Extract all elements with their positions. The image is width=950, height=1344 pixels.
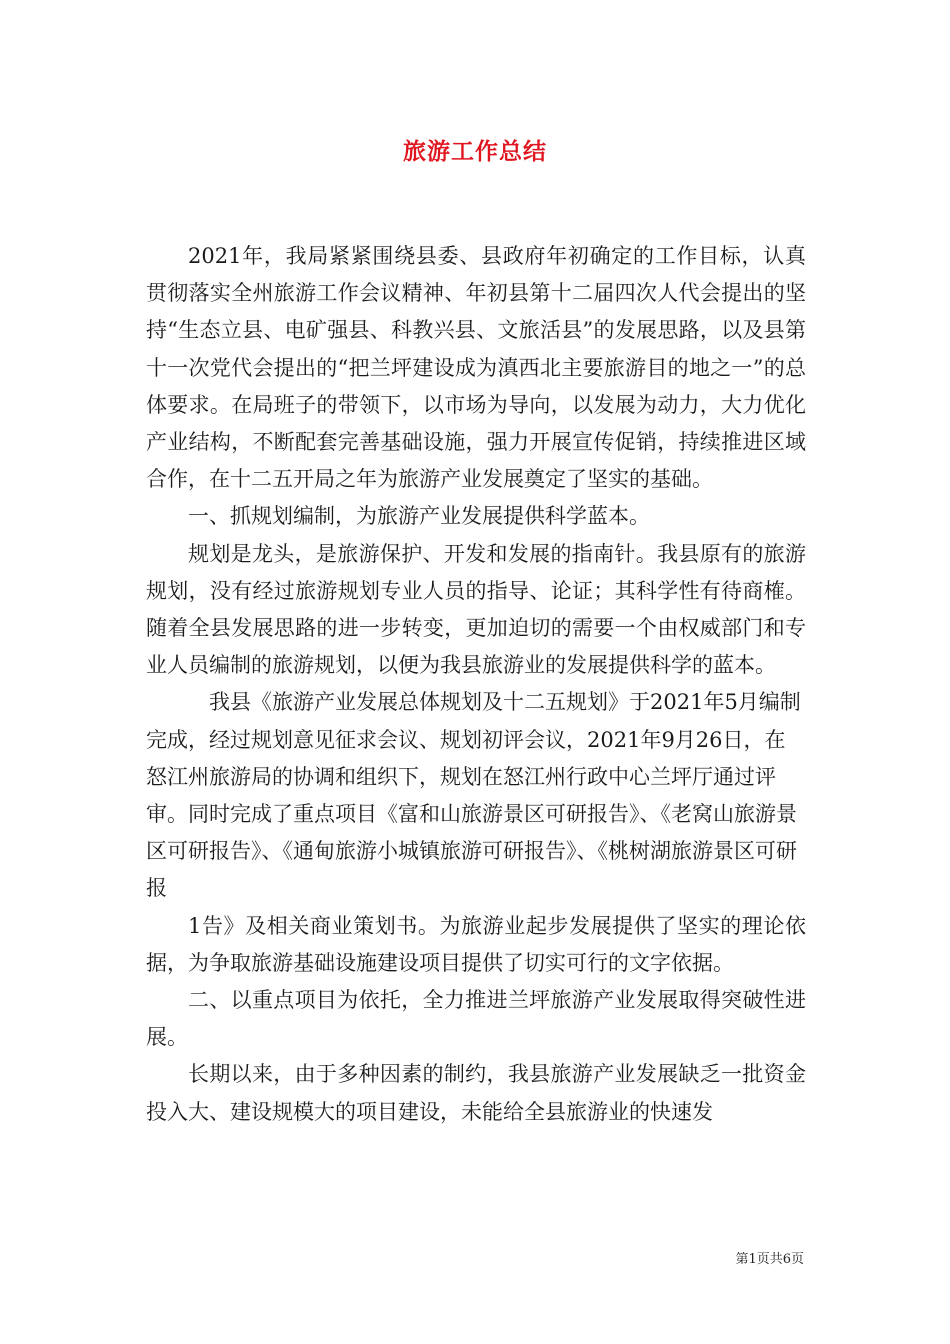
document-title: 旅游工作总结	[403, 138, 547, 165]
page-number: 第1页共6页	[735, 1252, 804, 1267]
paragraph-plan-continued: 1告》及相关商业策划书。为旅游业起步发展提供了坚实的理论依据，为争取旅游基础设施建设项目提供了切实可行的文字依据。	[146, 913, 806, 975]
section-heading-1: 一、抓规划编制，为旅游产业发展提供科学蓝本。	[188, 504, 650, 529]
paragraph-planning: 规划是龙头，是旅游保护、开发和发展的指南针。我县原有的旅游规划，没有经过旅游规划专业人员的指导、论证；其科学性有待商榷。随着全县发展思路的进一步转变，更加迫切的需要一个由权威部门和专业人员编制的旅游规划，以便为我县旅游业的发展提供科学的蓝本。	[146, 541, 806, 678]
paragraph-plan-details: 我县《旅游产业发展总体规划及十二五规划》于2021年5月编制完成，经过规划意见征求会议、规划初评会议，2021年9月26日，在怒江州旅游局的协调和组织下，规划在怒江州行政中心兰坪厅通过评审。同时完成了重点项目《富和山旅游景区可研报告》、《老窝山旅游景区可研报告》、《通甸旅游小城镇旅游可研报告》、《桃树湖旅游景区可研报	[146, 690, 801, 901]
document-body	[146, 238, 806, 1131]
section-heading-2: 二、以重点项目为依托，全力推进兰坪旅游产业发展取得突破性进展。	[146, 988, 806, 1050]
paragraph-intro: 2021年，我局紧紧围绕县委、县政府年初确定的工作目标，认真贯彻落实全州旅游工作会议精神、年初县第十二届四次人代会提出的坚持“生态立县、电矿强县、科教兴县、文旅活县”的发展思路，以及县第十一次党代会提出的“把兰坪建设成为滇西北主要旅游目的地之一”的总体要求。在局班子的带领下，以市场为导向，以发展为动力，大力优化产业结构，不断配套完善基础设施，强力开展宣传促销，持续推进区域合作，在十二五开局之年为旅游产业发展奠定了坚实的基础。	[146, 244, 806, 492]
paragraph-projects: 长期以来，由于多种因素的制约，我县旅游产业发展缺乏一批资金投入大、建设规模大的项目建设，未能给全县旅游业的快速发	[146, 1062, 806, 1124]
